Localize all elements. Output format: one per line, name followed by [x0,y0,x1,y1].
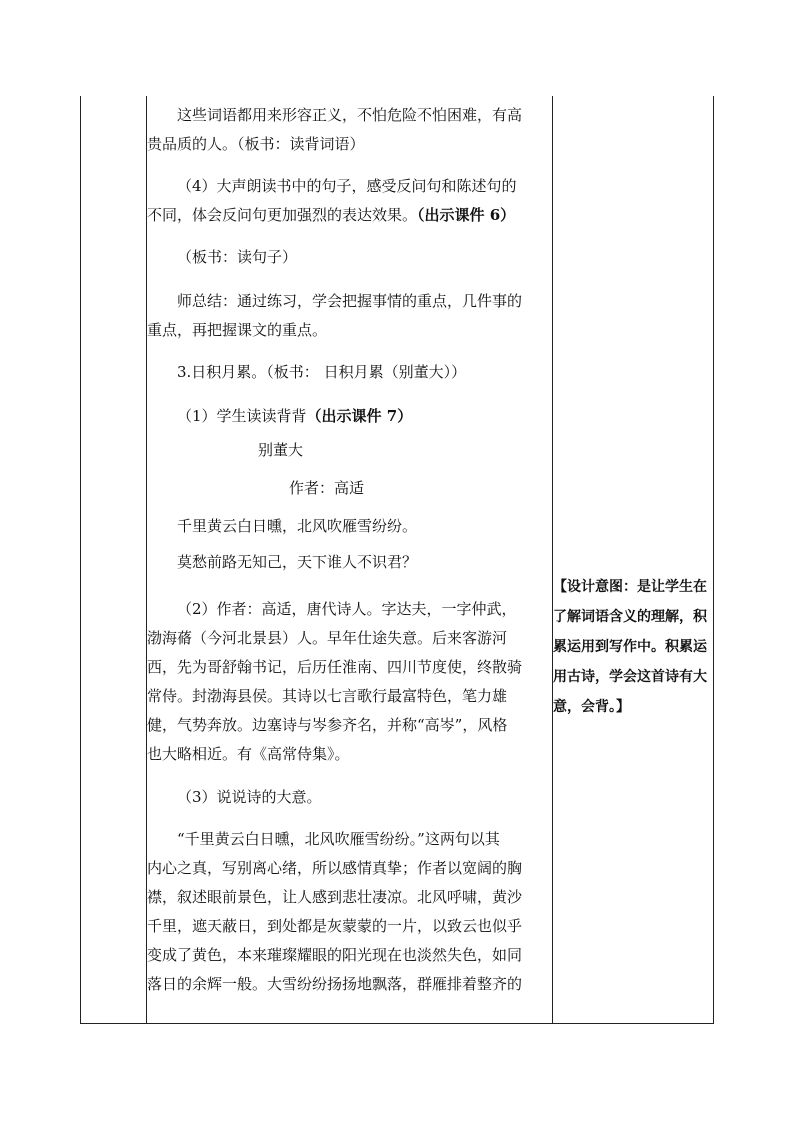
paragraph-6 [177,402,577,431]
poem-line-2: 莫愁前路无知己，天下谁人不识君？ [177,553,418,571]
paragraph-6-text: （1）学生读读背背 [177,407,307,425]
paragraph-2-text: 不同，体会反问句更加强烈的表达效果。 [147,206,418,224]
paragraph-9-line-4: 千里，遮天蔽日，到处都是灰蒙蒙的一片，以致云也似乎 [147,917,523,935]
paragraph-2-line-1: （4）大声朗读书中的句子，感受反问句和陈述句的 [177,177,517,195]
table-border-bottom [80,1023,714,1024]
paragraph-7-line-5: 健，气势奔放。边塞诗与岑参齐名，并称“高岑”，风格 [147,716,508,734]
paragraph-9-line-5: 变成了黄色，本来璀璨耀眼的阳光现在也淡然失色，如同 [147,946,523,964]
paragraph-4-line-1: 师总结：通过练习，学会把握事情的重点，几件事的 [177,292,523,310]
paragraph-4-line-2: 重点，再把握课文的重点。 [147,321,328,339]
paragraph-3: （板书：读句子） [177,248,298,266]
paragraph-9-line-6: 落日的余辉一般。大雪纷纷扬扬地飘落，群雁排着整齐的 [147,975,523,993]
design-intent-line-5: 意，会背。】 [553,699,630,715]
paragraph-7-line-2: 渤海蓨（今河北景县）人。早年仕途失意。后来客游河 [147,629,508,647]
paragraph-7-line-1: （2）作者：高适，唐代诗人。字达夫，一字仲武， [177,600,517,618]
table-border-left [80,96,81,1024]
paragraph-7-line-3: 西，先为哥舒翰书记，后历任淮南、四川节度使，终散骑 [147,658,523,676]
table-border-right [713,96,714,1024]
design-intent-note [553,572,713,722]
poem-author: 作者：高适 [289,479,365,497]
paragraph-8: （3）说说诗的大意。 [177,788,322,806]
paragraph-1-line-1: 这些词语都用来形容正义，不怕危险不怕困难，有高 [177,106,523,124]
paragraph-7-line-6: 也大略相近。有《高常侍集》。 [147,745,350,763]
paragraph-2-line-2 [147,201,547,230]
paragraph-9-line-3: 襟，叙述眼前景色，让人感到悲壮凄凉。北风呼啸，黄沙 [147,888,523,906]
design-intent-line-2: 了解词语含义的理解，积 [553,609,707,625]
paragraph-1-line-2: 贵品质的人。（板书：读背词语） [147,135,365,153]
design-intent-line-3: 累运用到写作中。积累运 [553,639,707,655]
courseware-6-note: （出示课件 6） [417,206,516,224]
poem-line-1: 千里黄云白日曛，北风吹雁雪纷纷。 [177,517,418,535]
poem-title: 别董大 [258,441,304,459]
courseware-7-note: （出示课件 7） [306,407,413,425]
design-intent-line-4: 用古诗，学会这首诗有大 [553,669,707,685]
paragraph-5: 3.日积月累。（板书： 日积月累（别董大）） [177,363,467,381]
design-intent-line-1: 【设计意图：是让学生在 [553,579,707,595]
paragraph-9-line-2: 内心之真，写别离心绪，所以感情真挚；作者以宽阔的胸 [147,859,523,877]
paragraph-9-line-1: “千里黄云白日曛，北风吹雁雪纷纷。”这两句以其 [177,830,500,848]
paragraph-7-line-4: 常侍。封渤海县侯。其诗以七言歌行最富特色，笔力雄 [147,687,508,705]
